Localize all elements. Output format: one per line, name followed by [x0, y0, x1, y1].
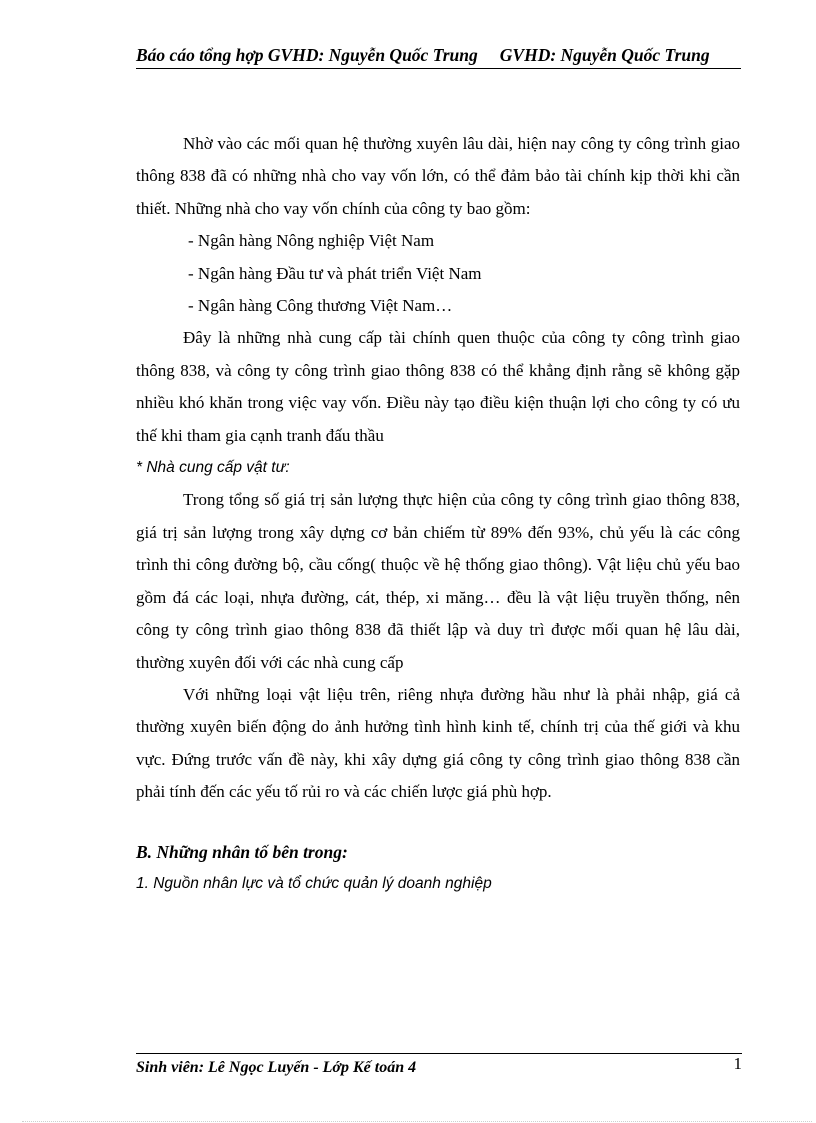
page-header — [136, 44, 741, 69]
list-item-lender: - Ngân hàng Nông nghiệp Việt Nam — [188, 231, 435, 251]
paragraph-financial-suppliers: Đây là những nhà cung cấp tài chính quen thuộc của công ty công trình giao thông 838, và công ty công trình giao thông 838 có thể khẳng định rằng sẽ không gặp nhiều khó khăn trong việc vay vốn. Điều này tạo điều kiện thuận lợi cho công ty có ưu thế khi tham gia cạnh tranh đấu thầu — [136, 328, 740, 445]
section-heading-internal-factors: B. Những nhân tố bên trong: — [136, 841, 348, 862]
header-advisor: GVHD: Nguyễn Quốc Trung — [499, 45, 710, 65]
header-title: Báo cáo tổng hợp GVHD: Nguyễn Quốc Trung — [136, 45, 478, 65]
document-body — [136, 128, 740, 900]
paragraph-production-value: Trong tổng số giá trị sản lượng thực hiện của công ty công trình giao thông 838, giá trị sản lượng trong xây dựng cơ bản chiếm từ 89% đến 93%, chủ yếu là các công trình thi công đường bộ, cầu cống( thuộc về hệ thống giao thông). Vật liệu chủ yếu bao gồm đá các loại, nhựa đường, cát, thép, xi măng… đều là vật liệu truyền thống, nên công ty công trình giao thông 838 đã thiết lập và duy trì được mối quan hệ lâu dài, thường xuyên đối với các nhà cung cấp — [136, 490, 740, 672]
page-edge-divider — [22, 1121, 812, 1122]
footer-student-info: Sinh viên: Lê Ngọc Luyến - Lớp Kế toán 4 — [136, 1059, 417, 1076]
paragraph-lenders-intro: Nhờ vào các mối quan hệ thường xuyên lâu dài, hiện nay công ty công trình giao thông 838 đã có những nhà cho vay vốn lớn, có thể đảm bảo tài chính kịp thời khi cần thiết. Những nhà cho vay vốn chính của công ty bao gồm: — [136, 134, 740, 218]
subsection-heading-human-resources: 1. Nguồn nhân lực và tổ chức quản lý doanh nghiệp — [136, 874, 492, 892]
page-footer — [136, 1053, 742, 1078]
list-item-lender: - Ngân hàng Công thương Việt Nam… — [188, 296, 453, 316]
list-item-lender: - Ngân hàng Đầu tư và phát triển Việt Nam — [188, 263, 482, 283]
page-number: 1 — [733, 1054, 742, 1073]
paragraph-asphalt-pricing: Với những loại vật liệu trên, riêng nhựa đường hầu như là phải nhập, giá cả thường xuyên biến động do ảnh hưởng tình hình kinh tế, chính trị của thế giới và khu vực. Đứng trước vấn đề này, khi xây dựng giá công ty công trình giao thông 838 cần phải tính đến các yếu tố rủi ro và các chiến lược giá phù hợp. — [136, 684, 740, 802]
heading-material-suppliers: * Nhà cung cấp vật tư: — [136, 459, 290, 477]
